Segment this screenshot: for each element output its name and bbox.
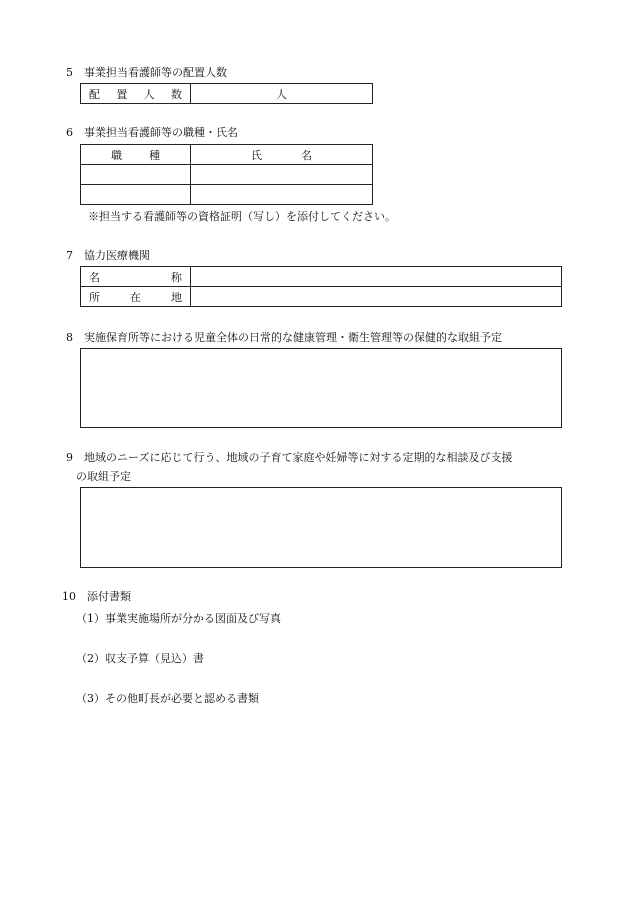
attachment-item-3: （3）その他町長が必要と認める書類 — [76, 692, 259, 705]
staff-count-unit: 人 — [276, 87, 287, 101]
name-header: 氏 名 — [191, 145, 373, 165]
name-cell-1[interactable] — [191, 165, 373, 185]
hospital-address-cell[interactable] — [191, 287, 562, 307]
section9-title-line2: の取組予定 — [76, 470, 131, 483]
hospital-name-label: 名 称 — [81, 267, 191, 287]
name-cell-2[interactable] — [191, 185, 373, 205]
consultation-plan-box[interactable] — [80, 487, 562, 568]
job-type-header: 職 種 — [81, 145, 191, 165]
hospital-table — [80, 266, 562, 307]
section10-title: 10 添付書類 — [62, 590, 131, 603]
health-plan-box[interactable] — [80, 348, 562, 428]
job-type-cell-2[interactable] — [81, 185, 191, 205]
hospital-name-cell[interactable] — [191, 267, 562, 287]
staff-count-value-cell[interactable] — [191, 84, 373, 104]
staff-count-table — [80, 83, 373, 104]
section7-title: 7 協力医療機関 — [66, 249, 150, 262]
hospital-address-label: 所 在 地 — [81, 287, 191, 307]
staff-count-label: 配 置 人 数 — [81, 84, 191, 104]
section9-title-line1: 9 地域のニーズに応じて行う、地域の子育て家庭や妊婦等に対する定期的な相談及び支援 — [66, 451, 513, 464]
job-type-cell-1[interactable] — [81, 165, 191, 185]
qualification-note: ※担当する看護師等の資格証明（写し）を添付してください。 — [88, 210, 396, 223]
attachment-item-1: （1）事業実施場所が分かる図面及び写真 — [76, 612, 281, 625]
section8-title: 8 実施保育所等における児童全体の日常的な健康管理・衛生管理等の保健的な取組予定 — [66, 331, 502, 344]
section6-title: 6 事業担当看護師等の職種・氏名 — [66, 126, 238, 139]
section5-title: 5 事業担当看護師等の配置人数 — [66, 66, 227, 79]
staff-list-table — [80, 144, 373, 205]
attachment-item-2: （2）収支予算（見込）書 — [76, 652, 204, 665]
